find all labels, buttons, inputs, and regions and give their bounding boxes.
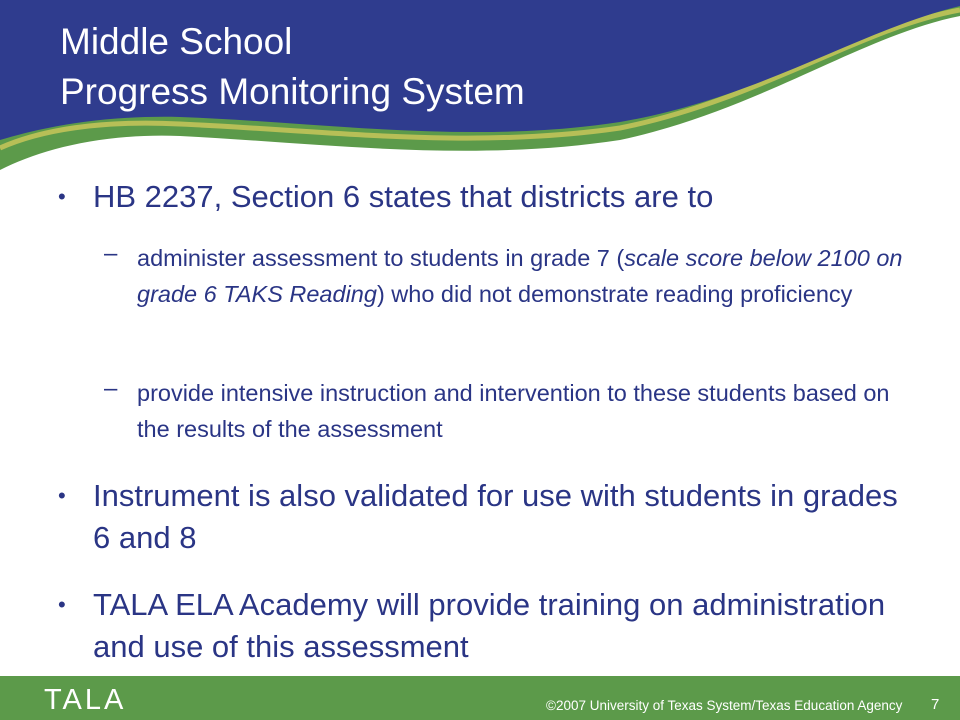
page-title-line-1: Middle School: [60, 21, 293, 62]
subbullet-marker: –: [104, 240, 118, 267]
bullet-marker: •: [58, 483, 66, 508]
bullet-text-instrument: Instrument is also validated for use with students in grades 6 and 8: [93, 478, 898, 555]
subbullet-text-part: ) who did not demonstrate reading proficiency: [376, 281, 853, 307]
copyright-notice: ©2007 University of Texas System/Texas Education Agency: [546, 698, 903, 713]
bullet-text-hb2237: HB 2237, Section 6 states that districts are to: [93, 179, 714, 214]
bullet-text-tala-academy: TALA ELA Academy will provide training on administration and use of this assessment: [93, 587, 886, 664]
page-title-line-2: Progress Monitoring System: [60, 71, 525, 112]
subbullet-text-part: administer assessment to students in grade 7 (: [137, 245, 625, 271]
page-number: 7: [931, 696, 940, 713]
tala-logo: TALA: [44, 684, 127, 716]
bullet-marker: •: [58, 184, 66, 209]
subbullet-text-italic: scale score below 2100 on grade 6 TAKS Reading: [137, 245, 903, 307]
subbullet-text-provide: provide intensive instruction and intervention to these students based on the results of the assessment: [137, 380, 890, 442]
subbullet-marker: –: [104, 375, 118, 402]
bullet-marker: •: [58, 592, 66, 617]
subbullet-text-administer: [137, 240, 907, 312]
